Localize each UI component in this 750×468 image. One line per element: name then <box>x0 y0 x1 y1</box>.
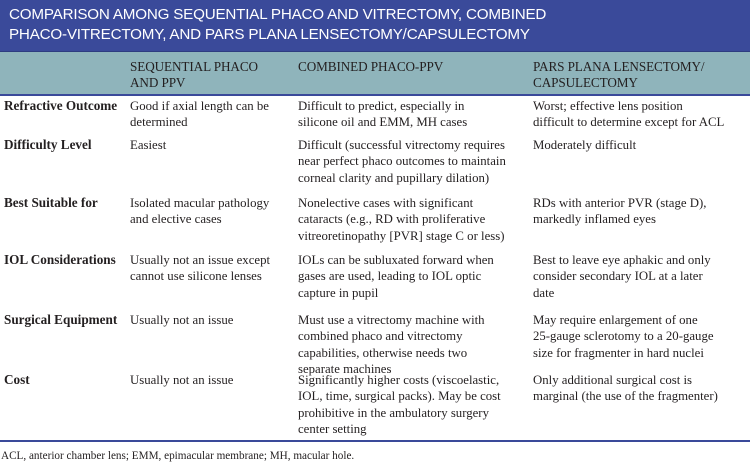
cell-line: Only additional surgical cost is <box>533 373 692 387</box>
cell-line: difficult to determine except for ACL <box>533 115 725 130</box>
table-cell-c2 <box>298 137 528 186</box>
cell-line: Usually not an issue <box>130 313 234 327</box>
cell-line: IOLs can be subluxated forward when <box>298 253 494 267</box>
table-title-line-2: PHACO-VITRECTOMY, AND PARS PLANA LENSECTOMY/CAPSULECTOMY <box>9 26 530 43</box>
table-cell-c2 <box>298 98 528 131</box>
cell-line: capabilities, otherwise needs two <box>298 345 468 360</box>
cell-line: cannot use silicone lenses <box>130 269 262 284</box>
cell-line: Nonelective cases with significant <box>298 196 474 210</box>
cell-line: cataracts (e.g., RD with proliferative <box>298 212 486 227</box>
cell-line: RDs with anterior PVR (stage D), <box>533 196 707 210</box>
cell-line: IOL, time, surgical packs). May be cost <box>298 389 501 404</box>
cell-line: Good if axial length can be <box>130 99 269 113</box>
cell-line: date <box>533 285 555 300</box>
table-cell-c1 <box>130 137 290 153</box>
row-label: Refractive Outcome <box>4 98 118 113</box>
table-cell-c3 <box>533 195 748 228</box>
table-bottom-rule <box>0 440 750 442</box>
cell-line: 25-gauge sclerotomy to a 20-gauge <box>533 329 714 344</box>
cell-line: and elective cases <box>130 212 222 227</box>
cell-line: combined phaco and vitrectomy <box>298 329 463 344</box>
cell-line: Isolated macular pathology <box>130 196 270 210</box>
table-cell-c2 <box>298 312 528 378</box>
cell-line: corneal clarity and pupillary dilation) <box>298 170 490 185</box>
table-footnote: ACL, anterior chamber lens; EMM, epimacular membrane; MH, macular hole. <box>1 450 355 462</box>
header-text: SEQUENTIAL PHACO <box>130 59 258 74</box>
cell-line: Usually not an issue except <box>130 253 271 267</box>
table-cell-c1 <box>130 372 290 388</box>
table-cell-c1 <box>130 195 290 228</box>
cell-line: vitreoretinopathy [PVR] stage C or less) <box>298 228 505 243</box>
table-cell-c3 <box>533 98 748 131</box>
cell-line: size for fragmenter in hard nuclei <box>533 345 704 360</box>
header-combined-phaco-ppv <box>298 59 443 75</box>
header-text: AND PPV <box>130 75 186 90</box>
table-cell-c1 <box>130 312 290 328</box>
cell-line: silicone oil and EMM, MH cases <box>298 115 468 130</box>
cell-line: May require enlargement of one <box>533 313 698 327</box>
row-label: Difficulty Level <box>4 137 92 152</box>
cell-line: Worst; effective lens position <box>533 99 683 113</box>
cell-line: Difficult (successful vitrectomy requires <box>298 138 505 152</box>
row-label: Cost <box>4 372 30 387</box>
table-cell-c3 <box>533 372 748 405</box>
cell-line: Must use a vitrectomy machine with <box>298 313 485 327</box>
cell-line: marginal (the use of the fragmenter) <box>533 389 718 404</box>
table-cell-c2 <box>298 195 528 244</box>
row-label: IOL Considerations <box>4 252 116 267</box>
table-cell-c2 <box>298 252 528 301</box>
cell-line: separate machines <box>298 362 392 377</box>
cell-line: Usually not an issue <box>130 373 234 387</box>
cell-line: Easiest <box>130 138 167 152</box>
cell-line: Moderately difficult <box>533 138 637 152</box>
table-cell-c1 <box>130 252 290 285</box>
table-cell-c3 <box>533 252 748 301</box>
header-sequential-phaco-ppv <box>130 59 258 91</box>
table-title <box>0 0 750 52</box>
cell-line: consider secondary IOL at a later <box>533 269 703 284</box>
row-label: Surgical Equipment <box>4 312 118 327</box>
cell-line: prohibitive in the ambulatory surgery <box>298 405 489 420</box>
row-label: Best Suitable for <box>4 195 98 210</box>
cell-line: determined <box>130 115 188 130</box>
header-pars-plana-lensectomy <box>533 59 704 91</box>
table-cell-c3 <box>533 137 748 153</box>
cell-line: near perfect phaco outcomes to maintain <box>298 154 506 169</box>
table-cell-c2 <box>298 372 528 438</box>
table-cell-c1 <box>130 98 290 131</box>
header-text: COMBINED PHACO-PPV <box>298 59 444 74</box>
header-text: PARS PLANA LENSECTOMY/ <box>533 59 705 74</box>
cell-line: center setting <box>298 422 367 437</box>
cell-line: Significantly higher costs (viscoelastic, <box>298 373 500 387</box>
cell-line: Difficult to predict, especially in <box>298 99 465 113</box>
cell-line: gases are used, leading to IOL optic <box>298 269 482 284</box>
cell-line: markedly inflamed eyes <box>533 212 656 227</box>
cell-line: capture in pupil <box>298 285 379 300</box>
header-text: CAPSULECTOMY <box>533 75 638 90</box>
table-title-line-1: COMPARISON AMONG SEQUENTIAL PHACO AND VITRECTOMY, COMBINED <box>9 6 547 23</box>
table-cell-c3 <box>533 312 748 361</box>
cell-line: Best to leave eye aphakic and only <box>533 253 711 267</box>
table-header-row <box>0 52 750 96</box>
